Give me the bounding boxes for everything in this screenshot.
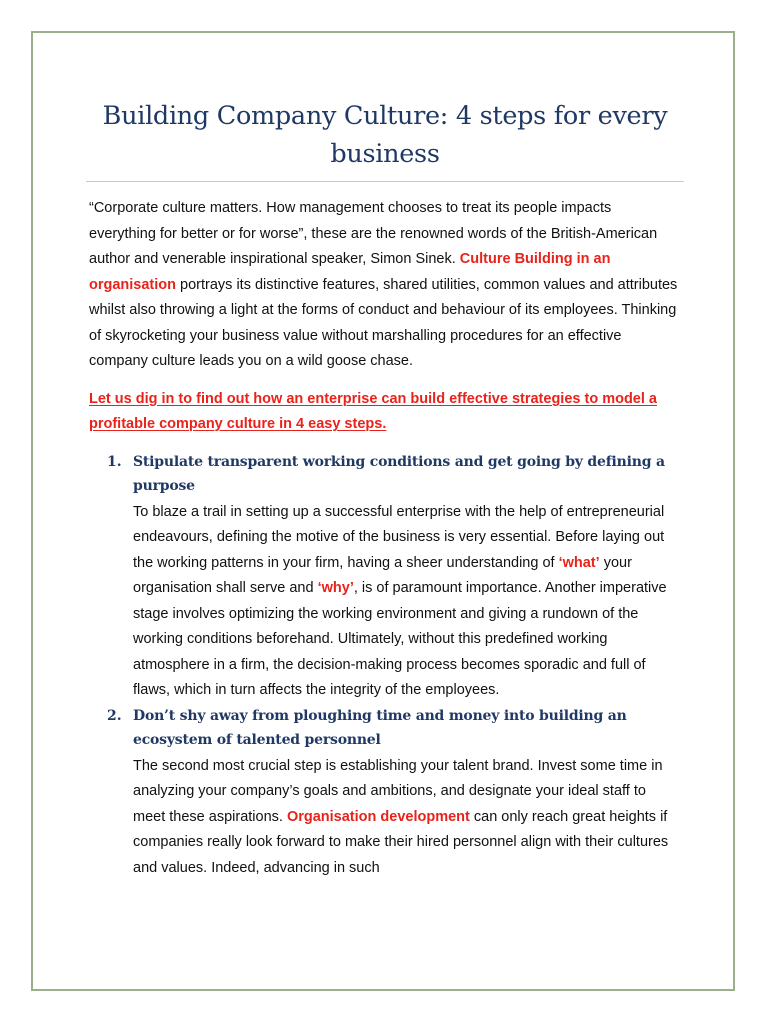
step-item-1	[89, 450, 681, 704]
step-number: 2.	[107, 707, 122, 724]
step-body	[133, 500, 681, 704]
step-body-text: can only reach great heights if companies really look forward to make their hired personnel align with their cultures and values. Indeed, advancing in such	[133, 808, 669, 876]
intro-paragraph	[89, 196, 681, 375]
step-number: 1.	[107, 453, 122, 470]
step-body-text: The second most crucial step is establishing your talent brand. Invest some time in analyzing your company’s goals and ambitions, and designate your ideal staff to meet these aspirations.	[133, 757, 663, 825]
step-heading: Don’t shy away from ploughing time and money into building an ecosystem of talented personnel	[133, 707, 627, 748]
document-title: Building Company Culture: 4 steps for every business	[102, 101, 668, 169]
culture-building-link[interactable]: Culture Building in an organisation	[89, 251, 611, 293]
page-frame	[31, 31, 735, 991]
callout-link[interactable]: Let us dig in to find out how an enterprise can build effective strategies to model a profitable company culture in 4 easy steps.	[89, 390, 657, 432]
highlight-what: ‘what’	[558, 554, 600, 571]
title-divider	[86, 181, 684, 182]
organisation-development-link[interactable]: Organisation development	[286, 808, 470, 825]
steps-list	[89, 450, 681, 882]
intro-continuation: portrays its distinctive features, shared utilities, common values and attributes whilst also throwing a light at the forms of conduct and behaviour of its employees. Thinking of skyrocketing your business value without marshalling procedures for an effective company culture leads you on a wild goose chase.	[89, 276, 678, 369]
step-body	[133, 754, 681, 882]
highlight-why: ‘why’	[317, 580, 354, 596]
step-heading: Stipulate transparent working conditions and get going by defining a purpose	[133, 453, 665, 494]
step-body-text: your organisation shall serve and	[133, 554, 632, 596]
intro-quote: “Corporate culture matters. How management chooses to treat its people impacts everything for better or for worse”, these are the renowned words of the British-American author and venerable inspirational speaker, Simon Sinek.	[89, 200, 658, 267]
step-body-text: , is of paramount importance. Another imperative stage involves optimizing the working environment and giving a rundown of the working conditions beforehand. Ultimately, without this predefined working atmosphere in a firm, the decision-making process becomes sporadic and full of flaws, which in turn affects the integrity of the employees.	[133, 580, 667, 698]
step-body-text: To blaze a trail in setting up a successful enterprise with the help of entrepreneurial endeavours, defining the motive of the business is very essential. Before laying out the working patterns in your firm, having a sheer understanding of	[133, 503, 665, 571]
step-item-2	[89, 704, 681, 882]
document-content	[89, 97, 681, 881]
